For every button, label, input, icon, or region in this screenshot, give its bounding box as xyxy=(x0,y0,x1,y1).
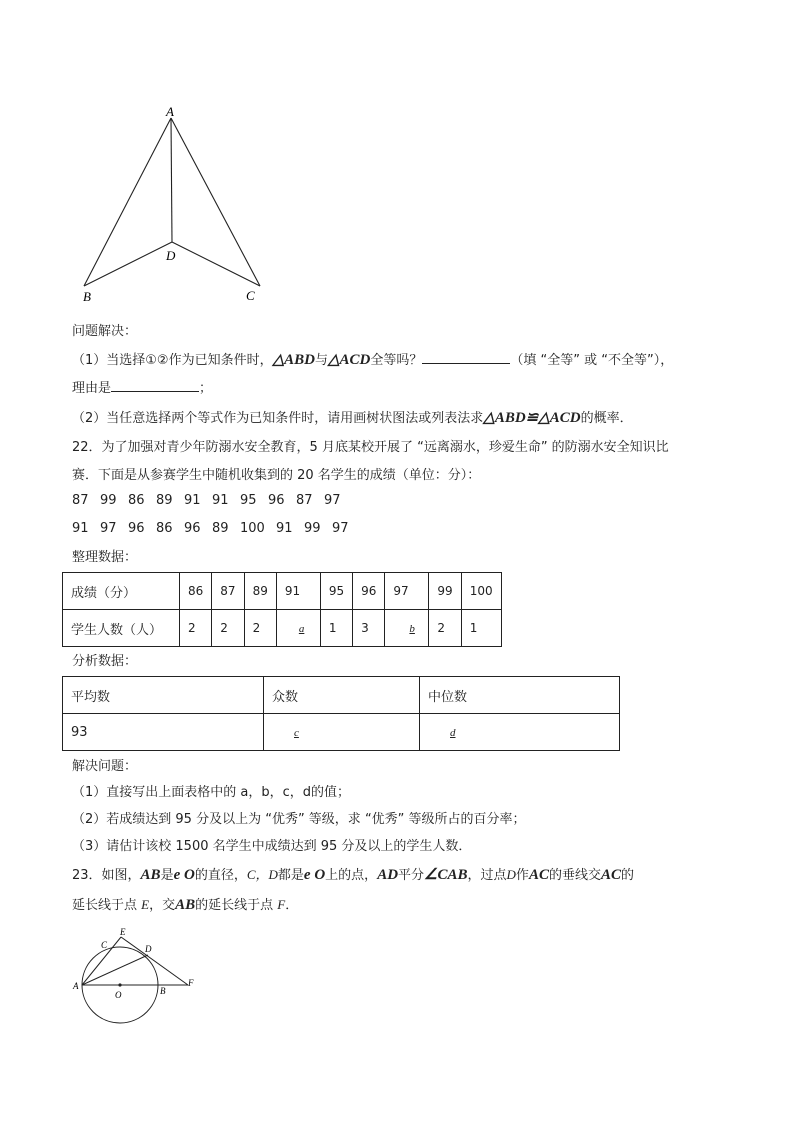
score: 87 xyxy=(72,493,89,508)
table-header-count: 学生人数（人） xyxy=(63,610,180,647)
score: 96 xyxy=(268,493,285,508)
table-cell: 2 xyxy=(180,610,212,647)
table-cell: 2 xyxy=(212,610,244,647)
problem-22-q2: （2）若成绩达到 95 分及以上为 “优秀” 等级，求 “优秀” 等级所占的百分率； xyxy=(72,812,526,827)
congruence-statement: △ABD≌△ACD xyxy=(483,410,581,426)
score: 100 xyxy=(240,521,265,536)
value-mean: 93 xyxy=(63,714,264,751)
table-cell: 97 xyxy=(385,573,429,610)
score: 97 xyxy=(332,521,349,536)
point-label-b: B xyxy=(160,986,166,996)
table-cell: 96 xyxy=(353,573,385,610)
header-median: 中位数 xyxy=(420,677,620,714)
question-1: （1）当选择①②作为已知条件时，△ABD与△ACD全等吗？ （填 “全等” 或 “不全等”）， xyxy=(72,349,673,369)
score: 89 xyxy=(156,493,173,508)
problem-22-q3: （3）请估计该校 1500 名学生中成绩达到 95 分及以上的学生人数． xyxy=(72,839,472,854)
table-cell: 91 xyxy=(276,573,320,610)
score: 87 xyxy=(296,493,313,508)
table-header-score: 成绩（分） xyxy=(63,573,180,610)
score: 96 xyxy=(128,521,145,536)
center-point xyxy=(118,983,121,986)
score: 97 xyxy=(324,493,341,508)
point-label-o: O xyxy=(115,990,122,1000)
score: 86 xyxy=(156,521,173,536)
triangle-acd: △ACD xyxy=(328,352,371,368)
problem-solving-heading: 问题解决： xyxy=(72,324,138,339)
score: 96 xyxy=(184,521,201,536)
table-cell: 1 xyxy=(320,610,352,647)
table-cell: 89 xyxy=(244,573,276,610)
question-1-reason: 理由是 ； xyxy=(72,377,212,396)
point-label-d: D xyxy=(145,944,152,954)
score: 89 xyxy=(212,521,229,536)
score: 91 xyxy=(184,493,201,508)
problem-22-intro-line1: 22．为了加强对青少年防溺水安全教育，5 月底某校开展了 “远离溺水，珍爱生命” 的防溺水安全知识比 xyxy=(72,440,669,455)
organize-data-heading: 整理数据： xyxy=(72,550,138,565)
analyze-data-heading: 分析数据： xyxy=(72,654,138,669)
score: 91 xyxy=(276,521,293,536)
score: 99 xyxy=(304,521,321,536)
point-label-c: C xyxy=(101,940,108,950)
score: 91 xyxy=(212,493,229,508)
header-mean: 平均数 xyxy=(63,677,264,714)
vertex-label-d: D xyxy=(166,248,176,263)
point-label-f: F xyxy=(188,978,194,988)
vertex-label-c: C xyxy=(246,288,255,303)
problem-22-intro-line2: 赛．下面是从参赛学生中随机收集到的 20 名学生的成绩（单位：分）： xyxy=(72,468,481,483)
vertex-label-b: B xyxy=(83,289,91,304)
problem-23-line1: 23．如图，AB是e O的直径，C，D都是e O上的点，AD平分∠CAB，过点D作AC的垂线交AC的 xyxy=(72,867,634,883)
line-ef xyxy=(121,937,188,985)
score: 86 xyxy=(128,493,145,508)
vertex-label-a: A xyxy=(166,104,174,119)
table-cell-a: a xyxy=(276,610,320,647)
table-cell: 95 xyxy=(320,573,352,610)
table-cell: 3 xyxy=(353,610,385,647)
table-cell: 100 xyxy=(461,573,501,610)
point-label-a: A xyxy=(73,981,79,991)
score: 99 xyxy=(100,493,117,508)
value-mode: c xyxy=(264,714,420,751)
solve-heading: 解决问题： xyxy=(72,759,138,774)
problem-22-q1: （1）直接写出上面表格中的 a，b，c，d的值； xyxy=(72,785,351,800)
table-cell: 2 xyxy=(244,610,276,647)
score: 95 xyxy=(240,493,257,508)
question-2: （2）当任意选择两个等式作为已知条件时，请用画树状图法或列表法求△ABD≌△ACD的概率． xyxy=(72,410,633,426)
header-mode: 众数 xyxy=(264,677,420,714)
triangle-abd: △ABD xyxy=(272,352,315,368)
table-cell: 2 xyxy=(429,610,461,647)
table-cell: 99 xyxy=(429,573,461,610)
point-label-e: E xyxy=(120,927,126,937)
table-cell: 1 xyxy=(461,610,501,647)
table-cell: 86 xyxy=(180,573,212,610)
score: 97 xyxy=(100,521,117,536)
score: 91 xyxy=(72,521,89,536)
problem-23-line2: 延长线于点 E，交AB的延长线于点 F． xyxy=(72,897,299,913)
value-median: d xyxy=(420,714,620,751)
table-cell-b: b xyxy=(385,610,429,647)
table-cell: 87 xyxy=(212,573,244,610)
